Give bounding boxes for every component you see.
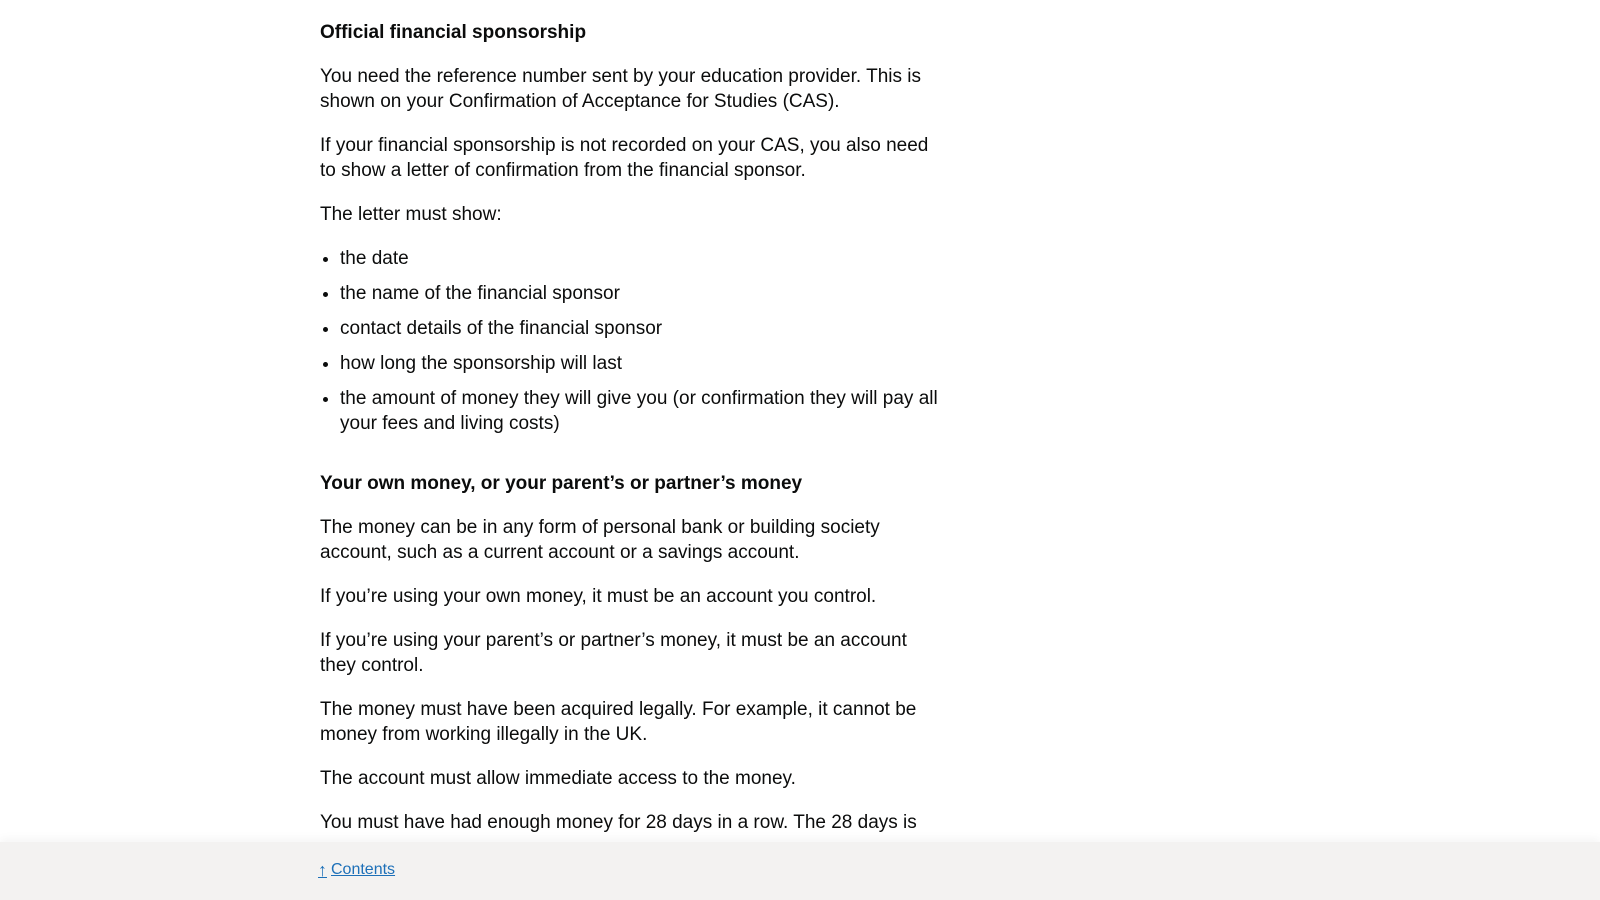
letter-requirements-list bbox=[320, 246, 950, 446]
list-item: • the name of the financial sponsor bbox=[340, 281, 950, 306]
paragraph: The money must have been acquired legally. For example, it cannot be money from working illegally in the UK. bbox=[320, 699, 917, 745]
paragraph: You need the reference number sent by your education provider. This is shown on your Confirmation of Acceptance for Studies (CAS). bbox=[320, 66, 921, 112]
contents-link[interactable] bbox=[318, 861, 395, 879]
heading-official-sponsorship: Official financial sponsorship bbox=[320, 22, 587, 43]
list-item: • the date bbox=[340, 246, 950, 271]
contents-footer-bar bbox=[0, 842, 1600, 900]
paragraph: The letter must show: bbox=[320, 204, 502, 225]
paragraph: You must have had enough money for 28 days in a row. The 28 days is bbox=[320, 812, 917, 833]
arrow-up-icon: ↑ bbox=[318, 860, 327, 880]
list-item: • contact details of the financial sponsor bbox=[340, 316, 950, 341]
paragraph: If you’re using your own money, it must be an account you control. bbox=[320, 586, 877, 607]
paragraph: The account must allow immediate access to the money. bbox=[320, 768, 796, 789]
contents-link-label[interactable]: Contents bbox=[331, 861, 396, 878]
paragraph: The money can be in any form of personal bank or building society account, such as a current account or a savings account. bbox=[320, 517, 880, 563]
paragraph: If your financial sponsorship is not recorded on your CAS, you also need to show a letter of confirmation from the financial sponsor. bbox=[320, 135, 929, 181]
list-item: • the amount of money they will give you (or confirmation they will pay all your fees and living costs) bbox=[340, 386, 950, 436]
heading-own-money: Your own money, or your parent’s or partner’s money bbox=[320, 473, 803, 494]
list-item: • how long the sponsorship will last bbox=[340, 351, 950, 376]
paragraph: If you’re using your parent’s or partner’s money, it must be an account they control. bbox=[320, 630, 907, 676]
